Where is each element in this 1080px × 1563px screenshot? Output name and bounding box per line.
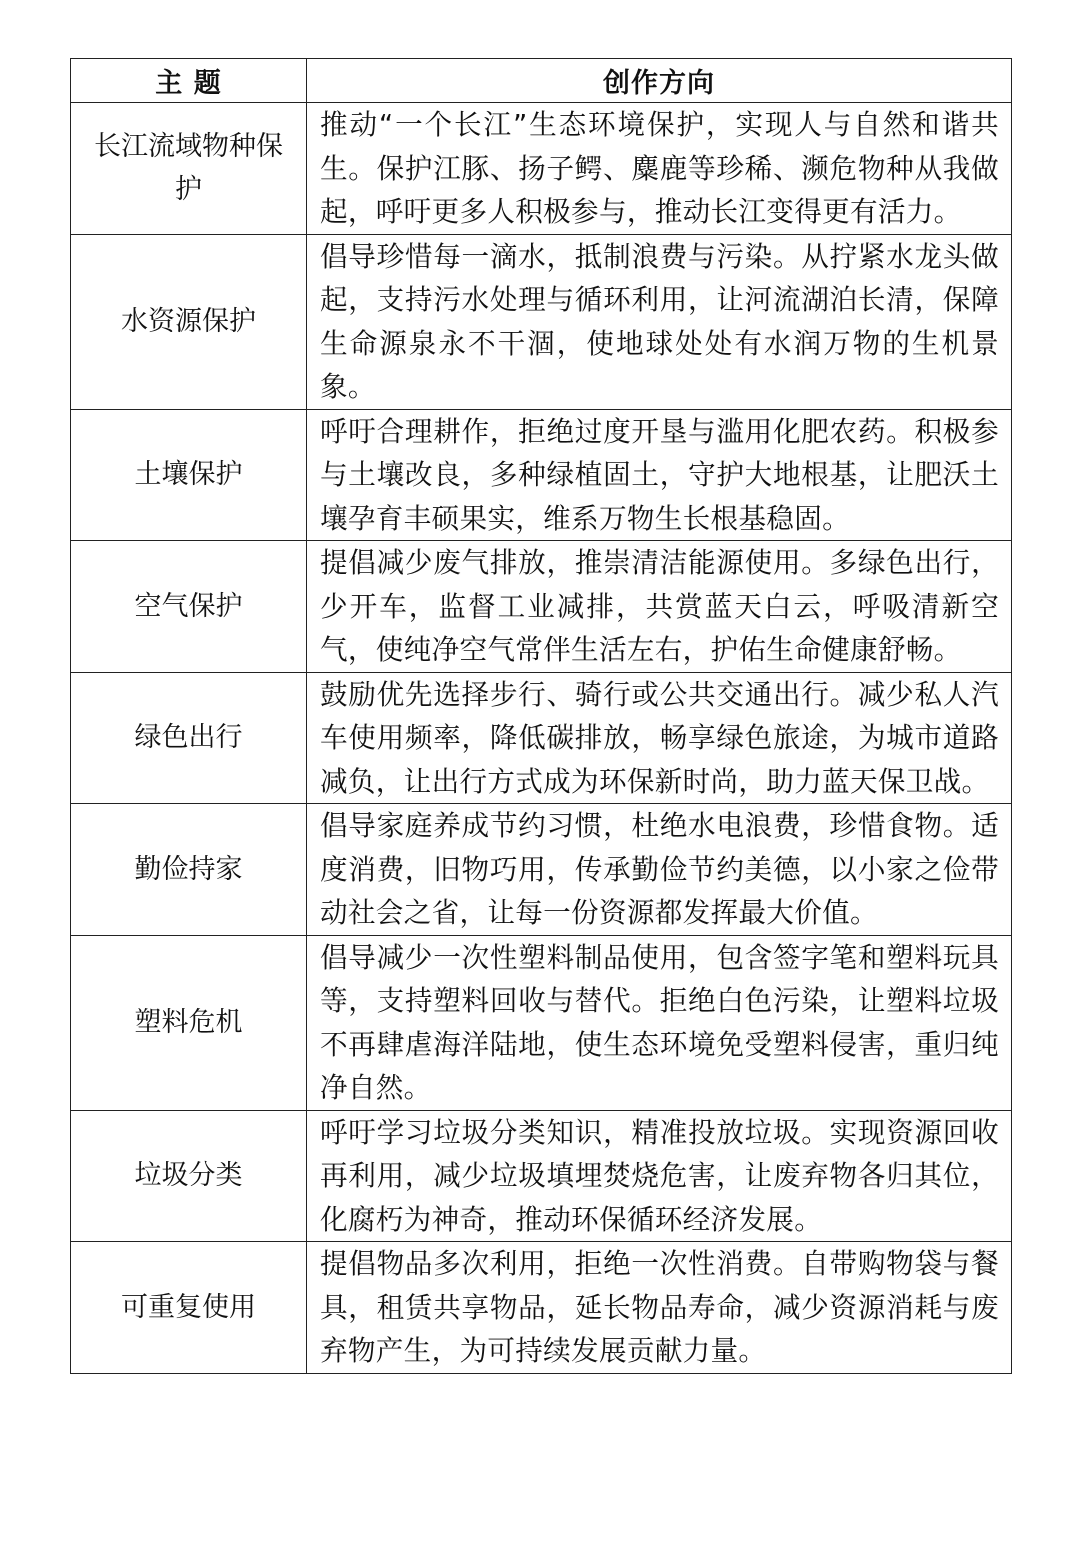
- direction-cell: 倡导家庭养成节约习惯，杜绝水电浪费，珍惜食物。适度消费，旧物巧用，传承勤俭节约美德，以小家之俭带动社会之省，让每一份资源都发挥最大价值。: [307, 804, 1012, 936]
- table-row: [71, 935, 1012, 1110]
- table-row: [71, 103, 1012, 235]
- table-row: [71, 234, 1012, 409]
- theme-cell: 土壤保护: [71, 409, 307, 541]
- table-row: [71, 541, 1012, 673]
- direction-cell: 呼吁学习垃圾分类知识，精准投放垃圾。实现资源回收再利用，减少垃圾填埋焚烧危害，让废弃物各归其位，化腐朽为神奇，推动环保循环经济发展。: [307, 1110, 1012, 1242]
- theme-cell: 空气保护: [71, 541, 307, 673]
- themes-table: [70, 58, 1012, 1374]
- direction-cell: 提倡减少废气排放，推崇清洁能源使用。多绿色出行，少开车，监督工业减排，共赏蓝天白云，呼吸清新空气，使纯净空气常伴生活左右，护佑生命健康舒畅。: [307, 541, 1012, 673]
- theme-cell: 长江流域物种保护: [71, 103, 307, 235]
- theme-cell: 勤俭持家: [71, 804, 307, 936]
- header-theme: 主 题: [71, 59, 307, 103]
- table-row: [71, 672, 1012, 804]
- table-row: [71, 409, 1012, 541]
- theme-cell: 塑料危机: [71, 935, 307, 1110]
- direction-cell: 推动“一个长江”生态环境保护，实现人与自然和谐共生。保护江豚、扬子鳄、麋鹿等珍稀、濒危物种从我做起，呼吁更多人积极参与，推动长江变得更有活力。: [307, 103, 1012, 235]
- table-row: [71, 1110, 1012, 1242]
- table-row: [71, 1242, 1012, 1374]
- table-row: [71, 804, 1012, 936]
- direction-cell: 鼓励优先选择步行、骑行或公共交通出行。减少私人汽车使用频率，降低碳排放，畅享绿色旅途，为城市道路减负，让出行方式成为环保新时尚，助力蓝天保卫战。: [307, 672, 1012, 804]
- direction-cell: 倡导减少一次性塑料制品使用，包含签字笔和塑料玩具等，支持塑料回收与替代。拒绝白色污染，让塑料垃圾不再肆虐海洋陆地，使生态环境免受塑料侵害，重归纯净自然。: [307, 935, 1012, 1110]
- direction-cell: 倡导珍惜每一滴水，抵制浪费与污染。从拧紧水龙头做起，支持污水处理与循环利用，让河流湖泊长清，保障生命源泉永不干涸，使地球处处有水润万物的生机景象。: [307, 234, 1012, 409]
- header-row: [71, 59, 1012, 103]
- theme-cell: 绿色出行: [71, 672, 307, 804]
- direction-cell: 提倡物品多次利用，拒绝一次性消费。自带购物袋与餐具，租赁共享物品，延长物品寿命，减少资源消耗与废弃物产生，为可持续发展贡献力量。: [307, 1242, 1012, 1374]
- theme-cell: 垃圾分类: [71, 1110, 307, 1242]
- theme-cell: 水资源保护: [71, 234, 307, 409]
- header-direction: 创作方向: [307, 59, 1012, 103]
- theme-cell: 可重复使用: [71, 1242, 307, 1374]
- direction-cell: 呼吁合理耕作，拒绝过度开垦与滥用化肥农药。积极参与土壤改良，多种绿植固土，守护大地根基，让肥沃土壤孕育丰硕果实，维系万物生长根基稳固。: [307, 409, 1012, 541]
